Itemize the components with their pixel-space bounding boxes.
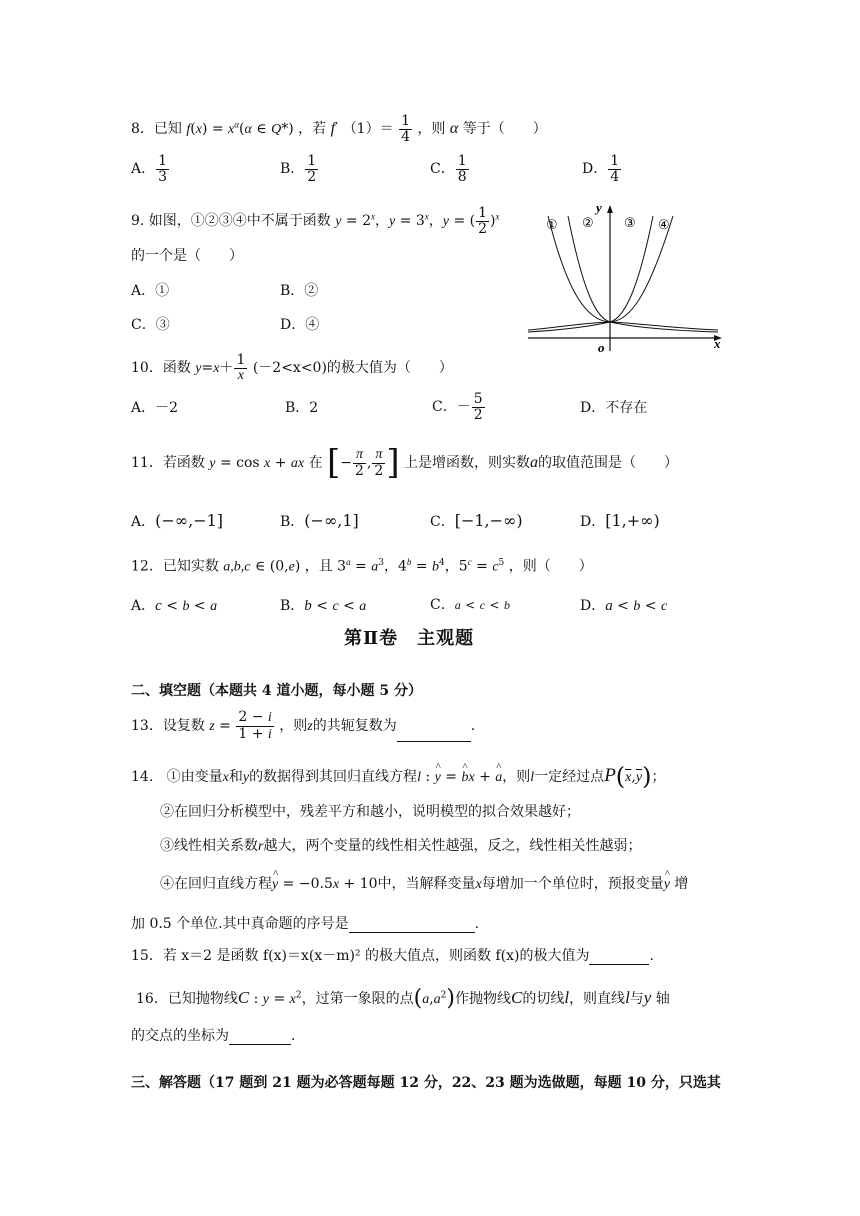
y-axis-label: y [596,200,602,215]
q11-option-b: B．(−∞,1] [280,511,359,530]
section-title: 第Ⅱ卷 主观题 [344,628,475,649]
q15-answer-blank [589,950,649,965]
q10-option-c: C．－ $\frac{5}{2}$ [432,391,483,423]
q11-option-c: C．[−1,−∞) [430,511,523,530]
q9-option-d: D．④ [280,317,320,333]
part3-heading: 三、解答题（17 题到 21 题为必答题每题 12 分，22、23 题为选做题，每题 10 分，只选其 [131,1075,721,1091]
q14-statement-3: ③线性相关系数r越大，两个变量的线性相关性越强，反之，线性相关性越弱； [160,838,642,854]
curve-2 [568,216,718,332]
curve-1 [548,216,718,330]
q10-option-b: B．2 [285,400,319,416]
q8-option-c: C． $\frac{1}{8}$ [430,153,467,185]
q10-option-d: D．不存在 [580,400,648,416]
q8-fraction: $\frac{1}{4}$ [401,113,410,145]
q8-func: f [186,122,191,138]
y-axis-arrow [607,205,613,213]
q8-option-d: D． $\frac{1}{4}$ [582,153,620,185]
q9-option-a: A．① [131,283,170,299]
x-axis-label: x [714,336,721,351]
q11-option-d: D．[1,+∞) [580,511,660,530]
q9-option-c: C．③ [131,317,170,333]
q11-stem: 11．若函数 y = cos x + ax 在 [− $\frac{\pi}{2}$ , $\frac{\pi}{2}$ ] 上是增函数，则实数a的取值范围是（ ） [131,442,679,483]
q15-stem: 15．若 x＝2 是函数 f(x)＝x(x－m)² 的极大值点，则函数 f(x)的极大值为 . [131,948,654,964]
q10-stem: 10．函数 y=x＋ $\frac{1}{x}$ (－2<x<0)的极大值为（ ） [131,352,453,383]
q16-answer-blank [229,1030,291,1045]
q13-answer-blank [397,727,471,742]
q12-option-c: C．a < c < b [430,597,510,613]
curve-label-4: ④ [658,217,670,232]
q12-option-b: B．b < c < a [280,598,367,614]
q14-statement-1: 14. ①由变量x和y的数据得到其回归直线方程l : ^ y = ^ bx + ^ a，则l一定经过点$P(\overline{x},\overline{y})$； [131,765,665,788]
curve-label-3: ③ [624,215,636,230]
q8-option-b: B． $\frac{1}{2}$ [280,153,317,185]
q12-option-a: A．c < b < a [131,598,218,614]
q12-option-d: D．a < b < c [580,598,668,614]
q8-stem: 8．已知 $f(x) = x^\alpha(\alpha$ ∈ Q*) ，若 f′ （1）＝ $\frac{1}{4}$ ，则 α 等于（ ） [131,113,547,145]
q9-stem: 9. 如图，①②③④中不属于函数 $y = 2^x$，$y = 3^x$，y = ( $\frac{1}{2}$ )$^x$ [131,205,500,237]
curve-label-2: ② [582,215,594,230]
part2-heading: 二、填空题（本题共 4 道小题，每小题 5 分） [131,683,422,699]
q10-option-a: A．－2 [131,400,179,416]
q11-option-a: A．(−∞,−1] [131,511,224,530]
q16-stem-line-2: 的交点的坐标为 . [131,1028,296,1044]
origin-label: o [598,340,605,355]
q9-stem-tail: 的一个是（ ） [131,248,243,264]
curve-4 [528,216,673,330]
q13-stem: 13．设复数 z = $\frac{2 - i}{1 + i}$ ，则z的共轭复数为 . [131,709,476,742]
q9-exponential-graph [528,196,728,356]
q8-option-a: A． $\frac{1}{3}$ [131,153,168,185]
q12-stem: 12．已知实数 a,b,c ∈ (0,e) ，且 $3^a = a^3$，$4^b = b^4$，$5^c = c^5$ ，则（ ） [131,557,593,575]
q14-statement-5: 加 0.5 个单位.其中真命题的序号是 . [131,916,480,932]
curve-3 [528,216,653,332]
q16-stem-line-1: 16．已知抛物线C : $y = x^2$，过第一象限的点$(a,a^2)$作抛物线C的切线l，则直线l与y 轴 [136,986,670,1012]
q14-statement-2: ②在回归分析模型中，残差平方和越小，说明模型的拟合效果越好； [160,804,580,820]
curve-label-1: ① [546,217,558,232]
q14-answer-blank [349,918,475,933]
q9-option-b: B．② [280,283,319,299]
q14-statement-4: ④在回归直线方程^ y = −0.5x + 10中，当解释变量x每增加一个单位时，预报变量^ y 增 [160,876,688,894]
